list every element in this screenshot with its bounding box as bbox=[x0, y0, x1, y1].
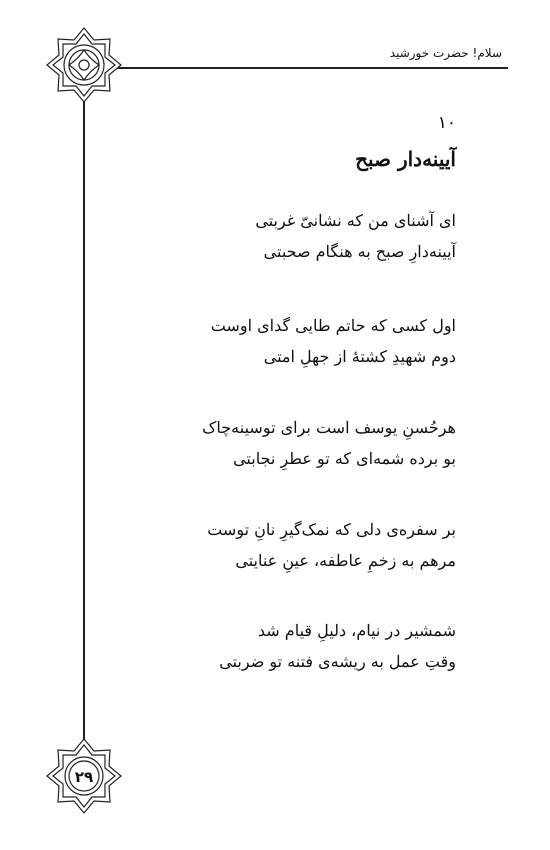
margin-rule bbox=[83, 60, 85, 780]
verse-line: هرحُسنِ یوسف است برای توسینه‌چاک bbox=[202, 418, 456, 437]
verse-line: شمشیر در نیام، دلیلِ قیام شد bbox=[257, 621, 456, 640]
stanza-5 bbox=[219, 615, 456, 677]
poem-number: ۱۰ bbox=[437, 113, 456, 133]
rosette-ornament-icon bbox=[44, 25, 124, 105]
poem-title: آیینه‌دار صبح bbox=[355, 147, 456, 171]
stanza-3 bbox=[202, 412, 456, 474]
verse-line: بر سفره‌ی دلی که نمک‌گیرِ نانِ توست bbox=[207, 520, 456, 539]
verse-line: ای آشنای من که نشانیّ غربتی bbox=[255, 211, 456, 230]
verse-line: وقتِ عمل به ریشه‌ی فتنه تو ضربتی bbox=[219, 652, 456, 671]
verse-line: مرهم به زخمِ عاطفه، عینِ عنایتی bbox=[235, 551, 456, 570]
verse-line: آیینه‌دارِ صبح به هنگام صحبتی bbox=[263, 242, 456, 261]
running-title: سلام! حضرت خورشید bbox=[389, 46, 502, 60]
verse-line: بو برده شمه‌ای که تو عطرِ نجابتی bbox=[233, 449, 456, 468]
verse-line: اول کسی که حاتم طایی گدای اوست bbox=[210, 316, 456, 335]
stanza-4 bbox=[207, 514, 456, 576]
header-rule bbox=[84, 67, 508, 69]
page-number: ۲۹ bbox=[74, 768, 94, 786]
stanza-1 bbox=[255, 205, 456, 267]
verse-line: دوم شهیدِ کشتهٔ از جهلِ امتی bbox=[263, 347, 456, 366]
stanza-2 bbox=[211, 310, 456, 372]
